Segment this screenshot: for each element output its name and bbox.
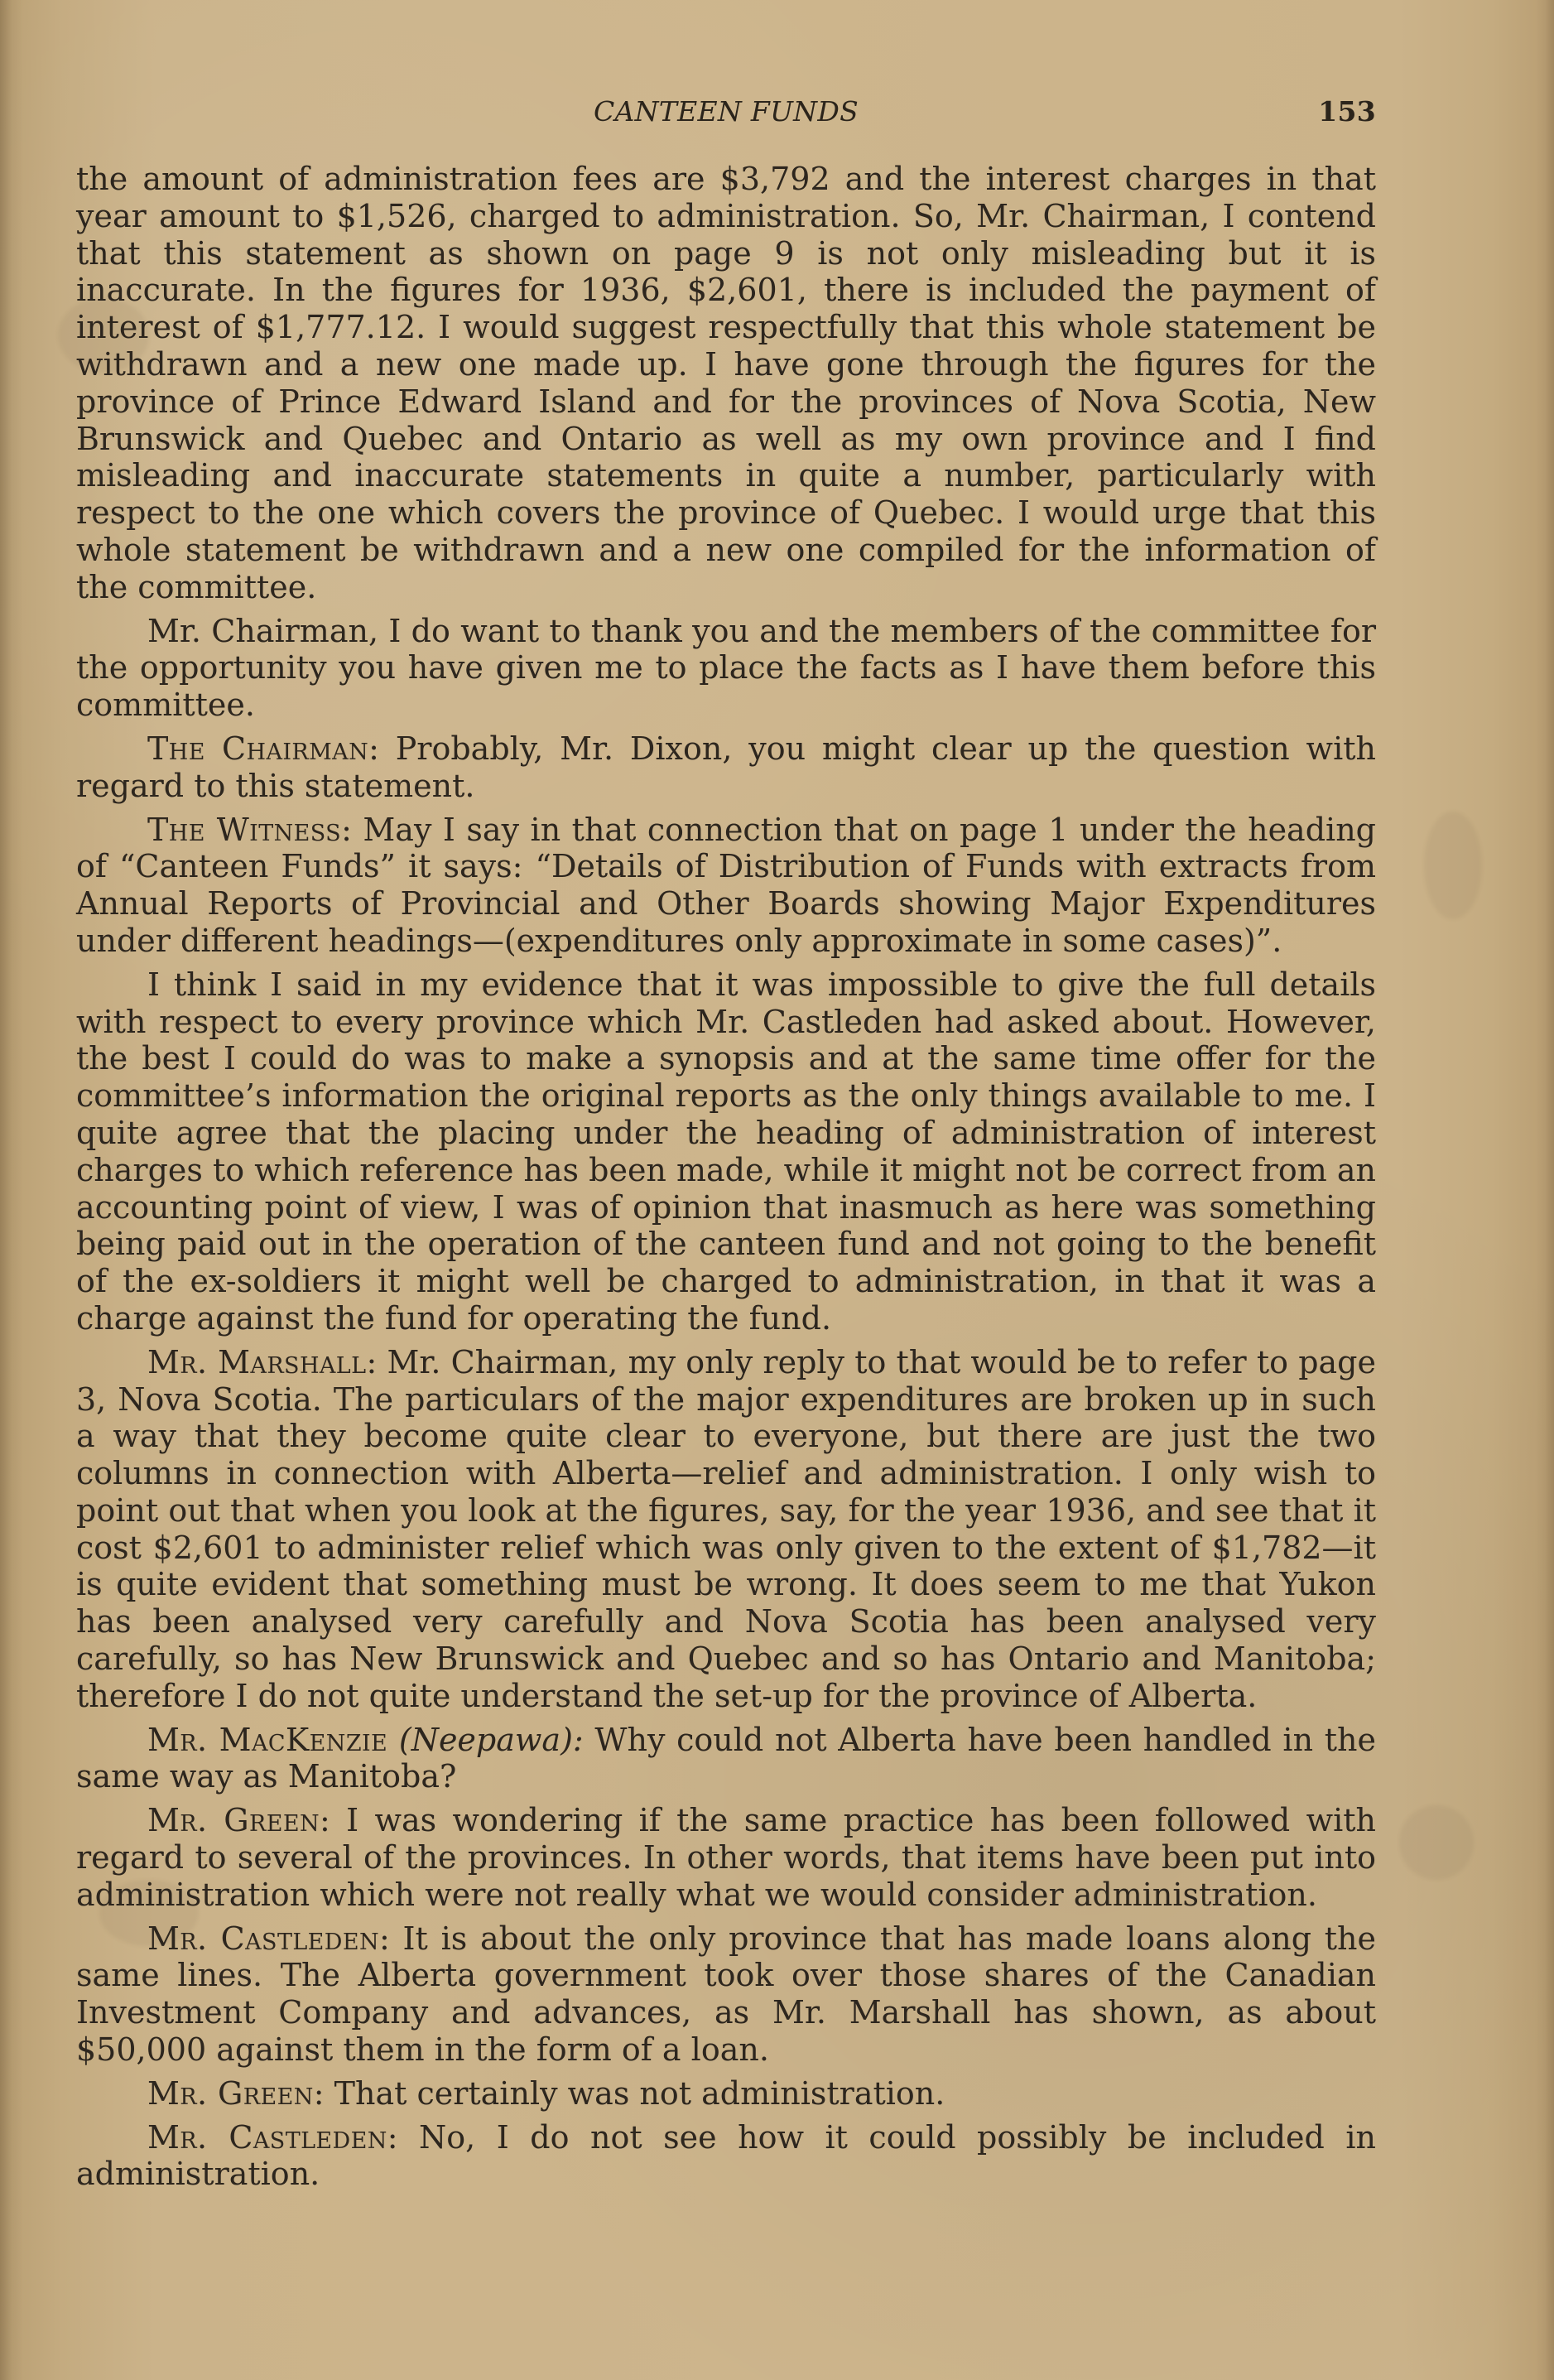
paragraph bbox=[76, 730, 1376, 805]
paragraph bbox=[76, 613, 1376, 724]
speaker-separator: : bbox=[378, 1920, 390, 1957]
paragraph bbox=[76, 2119, 1376, 2194]
speaker-separator: : bbox=[387, 2118, 398, 2156]
paragraph bbox=[76, 812, 1376, 960]
speaker-constituency: (Neepawa): bbox=[387, 1721, 584, 1758]
speaker-name: The Chairman bbox=[147, 730, 369, 767]
paragraph-text: Probably, Mr. Dixon, you might clear up the question with regard to this statement. bbox=[76, 730, 1376, 804]
paragraph bbox=[76, 966, 1376, 1337]
paragraph-text: That certainly was not administration. bbox=[324, 2074, 945, 2112]
speaker-separator: : bbox=[313, 2074, 325, 2112]
speaker-name: Mr. MacKenzie bbox=[147, 1721, 388, 1758]
speaker-name: Mr. Castleden bbox=[147, 2118, 387, 2156]
paragraph-text: Why could not Alberta have been handled in the same way as Manitoba? bbox=[76, 1721, 1376, 1795]
speaker-name: The Witness bbox=[147, 811, 342, 848]
speaker-name: Mr. Green bbox=[147, 2074, 314, 2112]
running-title: CANTEEN FUNDS bbox=[593, 95, 859, 128]
page-header bbox=[76, 94, 1376, 129]
paragraph bbox=[76, 2075, 1376, 2113]
paragraph-text: Mr. Chairman, I do want to thank you and the members of the committee for the opportunity you have given me to place the facts as I have them before this committee. bbox=[76, 612, 1376, 724]
speaker-name: Mr. Green bbox=[147, 1802, 320, 1839]
paragraph-text: the amount of administration fees are $3,792 and the interest charges in that year amount to $1,526, charged to administration. So, Mr. Chairman, I contend that this statement as shown on page 9 is not only misleading but it is inaccurate. In the figures for 1936, $2,601, there is included the payment of interest of $1,777.12. I would suggest respectfully that this whole statement be withdrawn and a new one made up. I have gone through the figures for the province of Prince Edward Island and for the provinces of Nova Scotia, New Brunswick and Quebec and Ontario as well as my own province and I find misleading and inaccurate statements in quite a number, particularly with respect to the one which covers the province of Quebec. I would urge that this whole statement be withdrawn and a new one compiled for the information of the committee. bbox=[76, 161, 1376, 605]
paragraph-text: May I say in that connection that on page 1 under the heading of “Canteen Funds” it says: “Details of Distribution of Funds with extracts from Annual Reports of Provincial and Other Boards showing Major Expenditures under different headings—(expenditures only approximate in some cases)”. bbox=[76, 811, 1376, 959]
paragraph-text: I was wondering if the same practice has been followed with regard to several of the provinces. In other words, that items have been put into administration which were not really what we would consider administration. bbox=[76, 1802, 1376, 1913]
paragraph bbox=[76, 1344, 1376, 1715]
speaker-separator: : bbox=[368, 730, 379, 767]
paragraph bbox=[76, 1722, 1376, 1796]
speaker-separator: : bbox=[366, 1343, 378, 1380]
paragraph bbox=[76, 1802, 1376, 1913]
speaker-name: Mr. Marshall bbox=[147, 1343, 367, 1380]
document-body bbox=[76, 161, 1376, 2199]
speaker-name: Mr. Castleden bbox=[147, 1920, 379, 1957]
paragraph-text: I think I said in my evidence that it was impossible to give the full details with respect to every province which Mr. Castleden had asked about. However, the best I could do was to make a synopsis and at the same time offer for the committee’s information the original reports as the only things available to me. I quite agree that the placing under the heading of administration of interest charges to which reference has been made, while it might not be correct from an accounting point of view, I was of opinion that inasmuch as here was something being paid out in the operation of the canteen fund and not going to the benefit of the ex-soldiers it might well be charged to administration, in that it was a charge against the fund for operating the fund. bbox=[76, 966, 1376, 1337]
paragraph-text: No, I do not see how it could possibly be included in administration. bbox=[76, 2118, 1376, 2193]
paragraph bbox=[76, 161, 1376, 606]
paragraph-text: It is about the only province that has made loans along the same lines. The Alberta government took over those shares of the Canadian Investment Company and advances, as Mr. Marshall has shown, as about $50,000 against them in the form of a loan. bbox=[76, 1920, 1377, 2069]
page-number: 153 bbox=[1318, 95, 1376, 128]
speaker-separator: : bbox=[319, 1802, 330, 1839]
paper-smudge bbox=[1424, 812, 1482, 919]
paper-smudge bbox=[1399, 1805, 1474, 1880]
paragraph-text: Mr. Chairman, my only reply to that would be to refer to page 3, Nova Scotia. The particulars of the major expenditures are broken up in such a way that they become quite clear to everyone, but there are just the two columns in connection with Alberta—relief and administration. I only wish to point out that when you look at the figures, say, for the year 1936, and see that it cost $2,601 to administer relief which was only given to the extent of $1,782—it is quite evident that something must be wrong. It does seem to me that Yukon has been analysed very carefully and Nova Scotia has been analysed very carefully, so has New Brunswick and Quebec and so has Ontario and Manitoba; therefore I do not quite understand the set-up for the province of Alberta. bbox=[76, 1343, 1376, 1714]
speaker-separator: : bbox=[341, 811, 352, 848]
paragraph bbox=[76, 1920, 1376, 2069]
